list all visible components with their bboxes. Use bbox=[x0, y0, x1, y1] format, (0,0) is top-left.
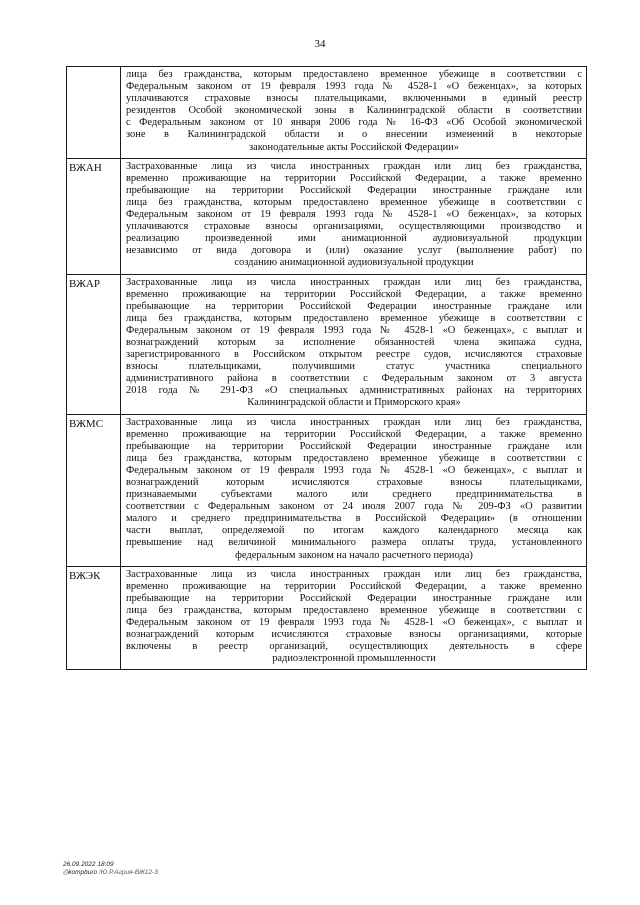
category-code bbox=[67, 67, 121, 159]
description-line: с Федеральным законом от 10 января 2006 года № 16-ФЗ «Об Особой экономической bbox=[126, 117, 582, 129]
description-line: части выплат, определяемой по итогам каждого календарного месяца как bbox=[126, 525, 582, 537]
description-line: временно проживающие на территории Российской Федерации, а также временно bbox=[126, 428, 582, 440]
description-line: Федеральным законом от 19 февраля 1993 года № 4528-1 «О беженцах», с выплат и bbox=[126, 324, 582, 336]
category-code: ВЖМС bbox=[67, 414, 121, 566]
description-line: законодательные акты Российской Федерации» bbox=[248, 141, 459, 153]
table-row bbox=[67, 414, 587, 566]
description-line: Застрахованные лица из числа иностранных граждан или лиц без гражданства, bbox=[126, 416, 582, 428]
category-description bbox=[121, 274, 587, 414]
description-line: Калининградской области и Приморского края» bbox=[247, 397, 461, 409]
description-line: зоне в Калининградской области и о внесении изменений в некоторые bbox=[126, 129, 582, 141]
category-code: ВЖАН bbox=[67, 158, 121, 274]
description-line: реализацию произведенной ими анимационной аудиовизуальной продукции bbox=[126, 233, 582, 245]
description-line: независимо от вида договора и (или) оказание услуг (выполнение работ) по bbox=[126, 245, 582, 257]
description-line: лица без гражданства, которым предоставлено временное убежище в соответствии с bbox=[126, 452, 582, 464]
description-line: пребывающие на территории Российской Федерации иностранные граждане или bbox=[126, 440, 582, 452]
description-line: малого и среднего предпринимательства в Российской Федерации» (в отношении bbox=[126, 513, 582, 525]
description-line: 2018 года № 291-ФЗ «О специальных административных районах на территориях bbox=[126, 385, 582, 397]
description-line: Застрахованные лица из числа иностранных граждан или лиц без гражданства, bbox=[126, 160, 582, 172]
description-line: созданию анимационной аудиовизуальной продукции bbox=[234, 257, 474, 269]
description-line: уплачиваются страховые взносы организациями, осуществляющими производство и bbox=[126, 221, 582, 233]
description-line: лица без гражданства, которым предоставлено временное убежище в соответствии с bbox=[126, 196, 582, 208]
table-row bbox=[67, 158, 587, 274]
category-code: ВЖЭК bbox=[67, 566, 121, 670]
description-line: временно проживающие на территории Российской Федерации, а также временно bbox=[126, 172, 582, 184]
description-line: включены в реестр организаций, осуществляющих деятельность в сфере bbox=[126, 641, 582, 653]
category-description bbox=[121, 414, 587, 566]
description-line: превышение над величиной минимального размера оплаты труда, установленного bbox=[126, 537, 582, 549]
description-line: Застрахованные лица из числа иностранных граждан или лиц без гражданства, bbox=[126, 568, 582, 580]
category-codes-table bbox=[66, 66, 587, 670]
description-line: вознаграждений которым за исполнение обязанностей члена экипажа судна, bbox=[126, 336, 582, 348]
footer-brand: kompburo bbox=[68, 869, 98, 876]
table-body bbox=[67, 67, 587, 670]
table-row bbox=[67, 566, 587, 670]
description-line: вознаграждений которым исчисляются страховые взносы организациями, которые bbox=[126, 629, 582, 641]
description-line: пребывающие на территории Российской Федерации иностранные граждане или bbox=[126, 300, 582, 312]
description-line: зарегистрированного в Российском открытом реестре судов, исчисляются страховые bbox=[126, 349, 582, 361]
description-line: пребывающие на территории Российской Федерации иностранные граждане или bbox=[126, 592, 582, 604]
description-line: Федеральным законом от 19 февраля 1993 года № 4528-1 «О беженцах», за которых bbox=[126, 209, 582, 221]
description-line: административного района в соответствии с Федеральным законом от 3 августа bbox=[126, 373, 582, 385]
description-line: лица без гражданства, которым предоставлено временное убежище в соответствии с bbox=[126, 312, 582, 324]
footer-timestamp: 26.09.2022 18:09 bbox=[63, 861, 114, 868]
description-line: соответствии с Федеральным законом от 24 июля 2007 года № 209-ФЗ «О развитии bbox=[126, 501, 582, 513]
description-line: временно проживающие на территории Российской Федерации, а также временно bbox=[126, 288, 582, 300]
description-line: радиоэлектронной промышленности bbox=[272, 653, 436, 665]
description-line: временно проживающие на территории Российской Федерации, а также временно bbox=[126, 580, 582, 592]
page-number: 34 bbox=[314, 38, 326, 50]
category-code: ВЖАР bbox=[67, 274, 121, 414]
description-line: Федеральным законом от 19 февраля 1993 года № 4528-1 «О беженцах», с выплат и bbox=[126, 617, 582, 629]
description-line: пребывающие на территории Российской Федерации иностранные граждане или bbox=[126, 184, 582, 196]
description-line: Федеральным законом от 19 февраля 1993 года № 4528-1 «О беженцах», за которых bbox=[126, 81, 582, 93]
description-line: резидентов Особой экономической зоны в Калининградской области в соответствии bbox=[126, 105, 582, 117]
table-row bbox=[67, 67, 587, 159]
footer-source bbox=[63, 869, 158, 877]
description-line: вознаграждений которым исчисляются страховые взносы плательщиками, bbox=[126, 477, 582, 488]
print-footer bbox=[63, 861, 158, 877]
description-line: взносы плательщиками, получившими статус участника специального bbox=[126, 361, 582, 373]
description-line: признаваемыми субъектами малого или среднего предпринимательства в bbox=[126, 489, 582, 501]
category-description bbox=[121, 158, 587, 274]
description-line: уплачиваются страховые взносы плательщиками, включенными в единый реестр bbox=[126, 93, 582, 105]
description-line: Федеральным законом от 19 февраля 1993 года № 4528-1 «О беженцах», с выплат и bbox=[126, 464, 582, 476]
description-line: лица без гражданства, которым предоставлено временное убежище в соответствии с bbox=[126, 604, 582, 616]
description-line: Застрахованные лица из числа иностранных граждан или лиц без гражданства, bbox=[126, 276, 582, 288]
table-row bbox=[67, 274, 587, 414]
category-description bbox=[121, 67, 587, 159]
category-description bbox=[121, 566, 587, 670]
description-line: лица без гражданства, которым предоставлено временное убежище в соответствии с bbox=[126, 69, 582, 80]
description-line: федеральным законом на начало расчетного периода) bbox=[235, 549, 473, 561]
printer-icon: ⎙ bbox=[63, 869, 69, 876]
footer-path: /Ю.Р.Агрия-ВЖ12-3 bbox=[98, 869, 158, 876]
